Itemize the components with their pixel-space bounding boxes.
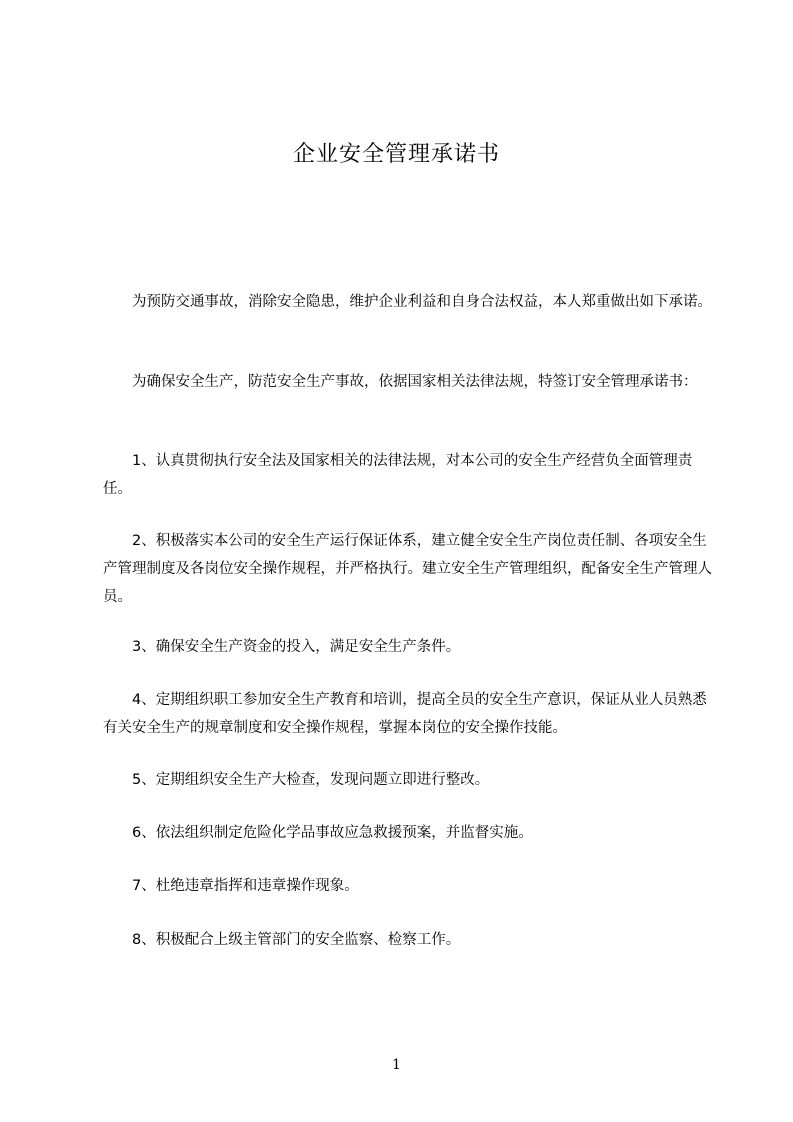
- commitment-item-7: 7、杜绝违章指挥和违章操作现象。: [132, 878, 359, 894]
- document-title: 企业安全管理承诺书: [292, 142, 500, 167]
- commitment-item-3: 3、确保安全生产资金的投入，满足安全生产条件。: [132, 639, 461, 655]
- commitment-item-5: 5、定期组织安全生产大检查，发现问题立即进行整改。: [132, 772, 490, 788]
- purpose-paragraph: 为确保安全生产，防范安全生产事故，依据国家相关法律法规，特签订安全管理承诺书：: [132, 374, 698, 390]
- intro-paragraph: 为预防交通事故，消除安全隐患，维护企业利益和自身合法权益，本人郑重做出如下承诺。: [132, 294, 712, 310]
- page-number: 1: [392, 1057, 401, 1073]
- commitment-item-6: 6、依法组织制定危险化学品事故应急救援预案，并监督实施。: [132, 825, 533, 841]
- commitment-item-4: 4、定期组织职工参加安全生产教育和培训，提高全员的安全生产意识，保证从业人员熟悉有关安全生产的规章制度和安全操作规程，掌握本岗位的安全操作技能。: [103, 692, 707, 736]
- commitment-item-8: 8、积极配合上级主管部门的安全监察、检察工作。: [132, 932, 461, 948]
- commitment-item-1: 1、认真贯彻执行安全法及国家相关的法律法规，对本公司的安全生产经营负全面管理责任。: [103, 453, 693, 497]
- commitment-item-2: 2、积极落实本公司的安全生产运行保证体系，建立健全安全生产岗位责任制、各项安全生产管理制度及各岗位安全操作规程，并严格执行。建立安全生产管理组织，配备安全生产管理人员。: [103, 533, 712, 605]
